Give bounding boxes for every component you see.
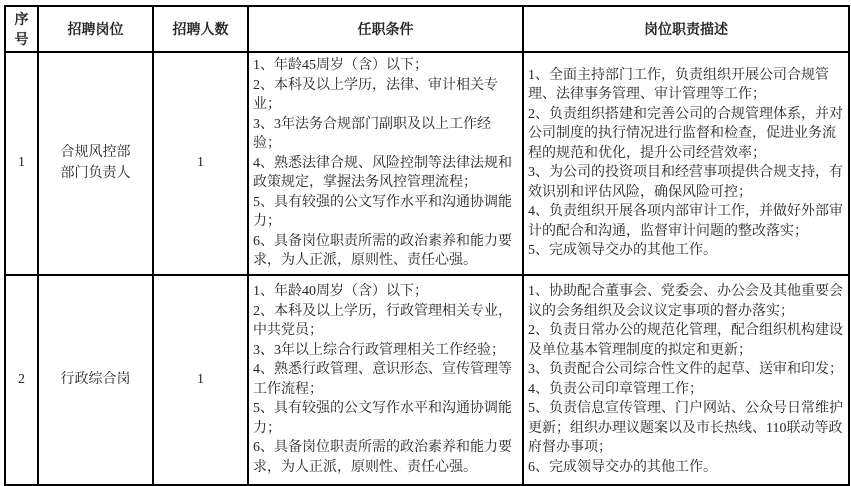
condition-item: 4、熟悉法律合规、风险控制等法律法规和政策规定，掌握法务风控管理流程； (253, 155, 512, 190)
responsibilities-cell (523, 52, 849, 275)
responsibility-item: 1、协助配合董事会、党委会、办公会及其他重要会议的会务组织及会议议定事项的督办落实； (528, 284, 843, 319)
responsibility-item: 6、完成领导交办的其他工作。 (528, 459, 717, 475)
condition-item: 1、年龄40周岁（含）以下； (253, 284, 428, 299)
condition-item: 1、年龄45周岁（含）以下； (253, 58, 428, 73)
position-cell (38, 52, 153, 275)
position-text: 合规风控部部门负责人 (60, 144, 131, 182)
conditions-cell (248, 52, 523, 275)
responsibilities-cell (523, 275, 849, 485)
seq-cell: 1 (5, 52, 38, 275)
responsibility-item: 2、负责日常办公的规范化管理，配合组织机构建设及单位基本管理制度的拟定和更新； (528, 323, 843, 358)
condition-item: 5、具有较强的公文写作水平和沟通协调能力； (253, 194, 512, 229)
responsibility-item: 2、负责组织搭建和完善公司的合规管理体系，并对公司制度的执行情况进行监督和检查，促进业务流程的规范和优化，提升公司经营效率； (528, 106, 843, 161)
header-conditions: 任职条件 (248, 6, 523, 52)
position-cell (38, 275, 153, 485)
responsibility-item: 4、负责公司印章管理工作； (528, 381, 703, 397)
condition-item: 3、3年以上综合行政管理相关工作经验； (253, 342, 505, 358)
count-cell: 1 (153, 275, 248, 485)
responsibility-item: 3、为公司的投资项目和经营事项提供合规支持，有效识别和评估风险，确保风险可控； (528, 165, 843, 200)
conditions-cell (248, 275, 523, 485)
responsibility-item: 3、负责配合公司综合性文件的起草、送审和印发； (528, 362, 843, 377)
header-responsibilities: 岗位职责描述 (523, 6, 849, 52)
responsibility-item: 4、负责组织开展各项内部审计工作，并做好外部审计的配合和沟通，监督审计问题的整改落实； (528, 204, 843, 239)
header-seq: 序号 (5, 6, 38, 52)
position-text: 行政综合岗 (60, 371, 131, 387)
condition-item: 6、具备岗位职责所需的政治素养和能力要求，为人正派，原则性、责任心强。 (253, 440, 512, 475)
header-position: 招聘岗位 (38, 6, 153, 52)
responsibility-item: 1、全面主持部门工作，负责组织开展公司合规管理、法律事务管理、审计管理等工作； (528, 67, 829, 103)
table-row (5, 52, 849, 275)
condition-item: 5、具有较强的公文写作水平和沟通协调能力； (253, 401, 512, 436)
condition-item: 4、熟悉行政管理、意识形态、宣传管理等工作流程； (253, 362, 512, 397)
condition-item: 6、具备岗位职责所需的政治素养和能力要求，为人正派，原则性、责任心强。 (253, 233, 512, 268)
condition-item: 3、3年法务合规部门副职及以上工作经验； (253, 116, 491, 151)
seq-cell: 2 (5, 275, 38, 485)
responsibility-item: 5、完成领导交办的其他工作。 (528, 243, 717, 259)
condition-item: 2、本科及以上学历，法律、审计相关专业； (253, 77, 498, 112)
header-row (5, 6, 849, 52)
responsibility-item: 5、负责信息宣传管理、门户网站、公众号日常维护更新；组织办理议题案以及市长热线、110联动等政府督办事项； (528, 401, 843, 455)
condition-item: 2、本科及以上学历，行政管理相关专业，中共党员； (253, 303, 512, 338)
table-row (5, 275, 849, 485)
recruitment-table (4, 5, 850, 486)
count-cell: 1 (153, 52, 248, 275)
header-count: 招聘人数 (153, 6, 248, 52)
